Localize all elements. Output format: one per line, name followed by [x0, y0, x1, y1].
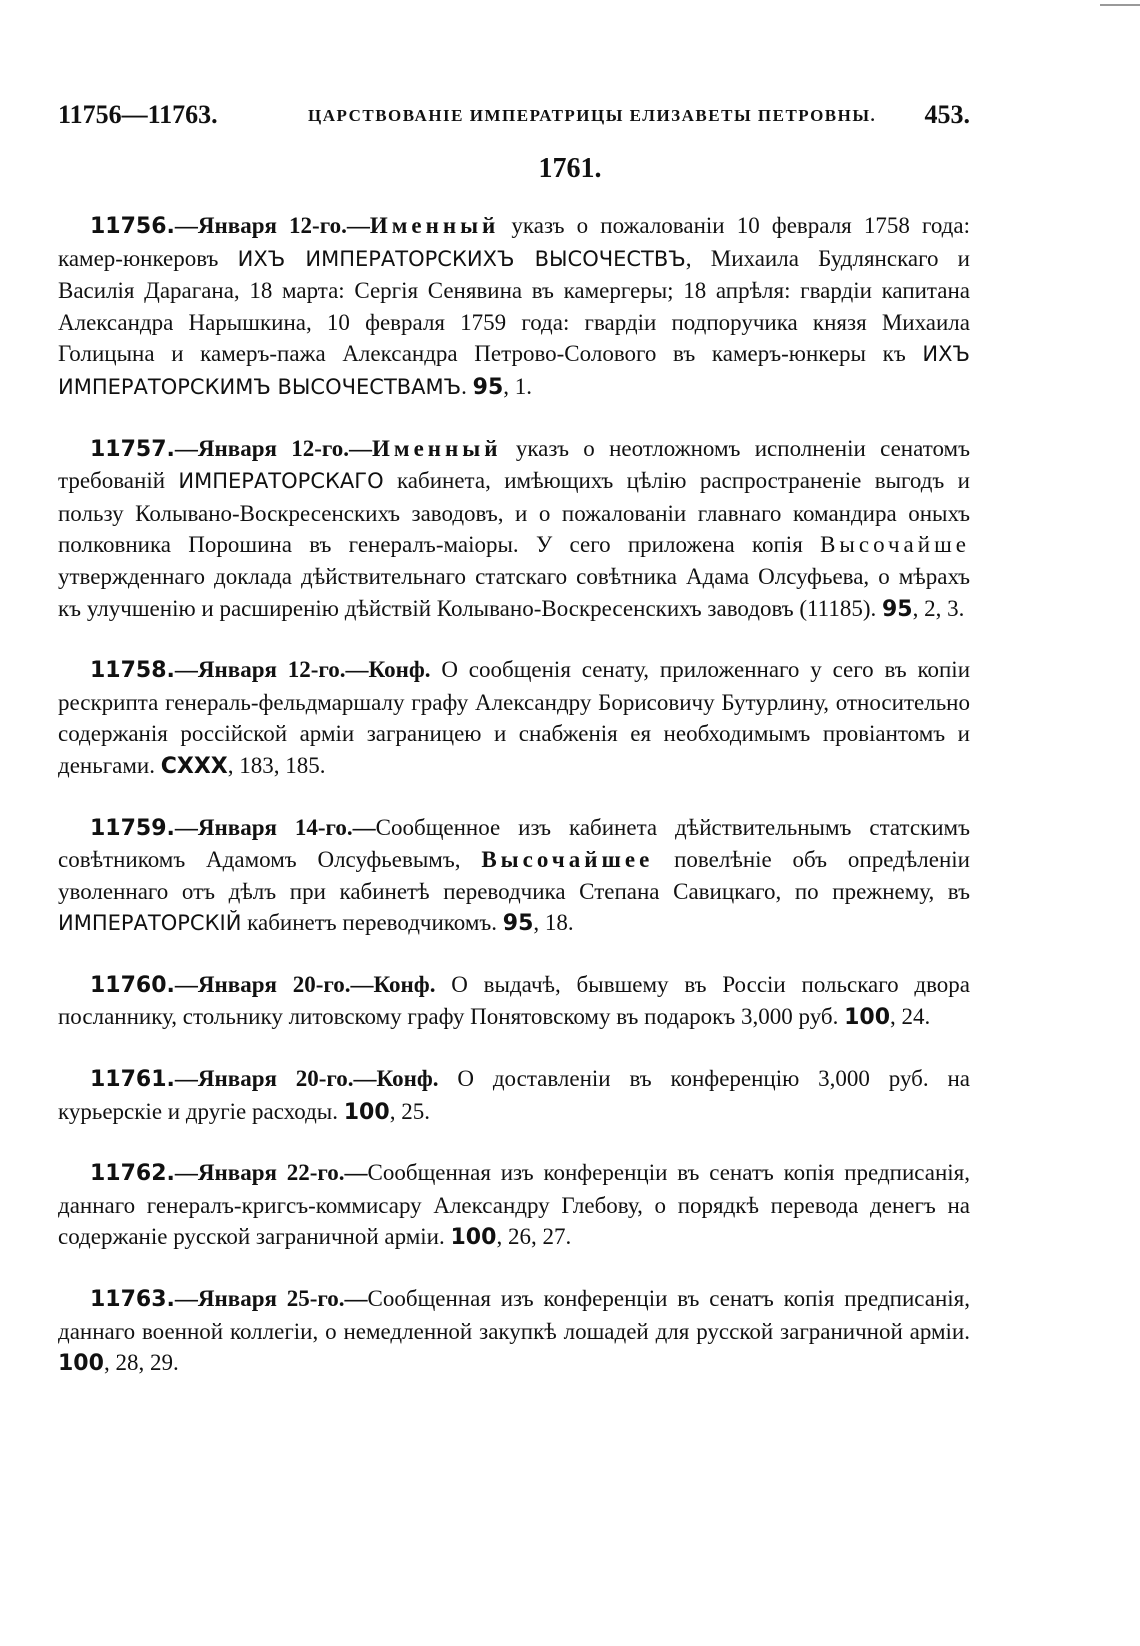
- entry-text: кабинетъ переводчикомъ.: [241, 910, 503, 936]
- entry-11756: [58, 210, 970, 404]
- page-ref: , 183, 185.: [227, 752, 326, 778]
- entry-text: .: [461, 373, 473, 399]
- page-ref: , 28, 29.: [103, 1350, 179, 1376]
- entry-caps: ИХЪ ИМПЕРАТОРСКИМЪ ВЫСОЧЕСТВАМЪ: [58, 342, 970, 399]
- entry-date: —Января 22-го.—: [174, 1160, 368, 1186]
- entry-11763: [58, 1283, 970, 1380]
- volume-ref: 100: [58, 1351, 104, 1377]
- entry-11759: [58, 812, 970, 940]
- entry-number: 11759.: [90, 815, 175, 841]
- page-ref: , 24.: [890, 1004, 931, 1030]
- entry-text: О выдачѣ, бывшему въ Россіи польскаго двора посланнику, стольнику литовскому графу Понятовскому въ подарокъ 3,000 руб.: [58, 971, 971, 1030]
- entry-date: —Января 20-го.—Конф.: [174, 1066, 439, 1092]
- page-ref: , 1.: [503, 373, 533, 399]
- entry-caps: ИМПЕРАТОРСКІЙ: [58, 911, 242, 936]
- page-ref: , 25.: [389, 1098, 430, 1124]
- entry-text: указъ о неотложномъ исполненіи сенатомъ требованій: [58, 435, 970, 494]
- entry-text: Сообщенная изъ конференціи въ сенатъ копія предписанія, даннаго военной коллегіи, о немедленной закупкѣ лошадей для русской заграничной арміи.: [58, 1286, 970, 1344]
- entry-caps: ИМПЕРАТОРСКАГО: [178, 469, 384, 494]
- entry-spaced: Высочайшее: [481, 847, 654, 873]
- entry-text: Сообщенное изъ кабинета дѣйствительнымъ статскимъ совѣтникомъ Адамомъ Олсуфьевымъ,: [58, 814, 970, 873]
- volume-ref: 100: [343, 1099, 390, 1125]
- entry-text: указъ о пожалованіи 10 февраля 1758 года: камер-юнкеровъ: [58, 213, 970, 271]
- year-heading: 1761.: [538, 153, 602, 184]
- entry-text: , Михаила Будлянскаго и Василія Дарагана, 18 марта: Сергія Сенявина въ камергеры; 18 апрѣля: гвардіи капитана Александра Нарышкина, 10 февраля 1759 года: гвардіи подпоручика князя Михаила Голицына и камеръ-пажа Александра Петрово-Солового въ камеръ-юнкеры къ: [58, 245, 970, 367]
- entry-date: —Января 12-го.—Конф.: [174, 657, 431, 683]
- page-ref: , 2, 3.: [912, 595, 965, 621]
- volume-ref: 95: [881, 596, 913, 622]
- volume-ref: 95: [472, 374, 504, 400]
- entry-number: 11758.: [90, 658, 175, 684]
- running-head: [58, 100, 970, 140]
- entries-list: [58, 210, 970, 1380]
- running-title: ЦАРСТВОВАНІЕ ИМПЕРАТРИЦЫ ЕЛИЗАВЕТЫ ПЕТРОВНЫ.: [308, 106, 877, 125]
- entry-11761: [58, 1063, 970, 1128]
- entry-number: 11760.: [90, 972, 175, 998]
- entry-date: —Января 20-го.—Конф.: [174, 971, 436, 997]
- volume-ref: 100: [844, 1005, 891, 1031]
- entry-range: 11756—11763.: [58, 100, 218, 129]
- entry-text: повелѣніе объ опредѣленіи уволеннаго отъ дѣлъ при кабинетѣ переводчика Степана Савицкаго, по прежнему, въ: [58, 847, 970, 904]
- entry-type: Именный: [369, 213, 500, 238]
- entry-caps: ИХЪ ИМПЕРАТОРСКИХЪ ВЫСОЧЕСТВЪ: [237, 246, 686, 271]
- entry-date: —Января 25-го.—: [174, 1286, 368, 1312]
- page-ref: , 26, 27.: [496, 1224, 572, 1250]
- entry-number: 11757.: [90, 436, 175, 462]
- entry-number: 11762.: [90, 1161, 175, 1187]
- entry-type: Именный: [372, 435, 502, 461]
- entry-11757: [58, 433, 970, 626]
- scan-edge-mark: [1100, 4, 1140, 6]
- entry-11758: [58, 654, 970, 782]
- entry-text: О сообщенія сенату, приложеннаго у сего въ копіи рескрипта генераль-фельдмаршалу графу Александру Борисовичу Бутурлину, относительно содержанія россійской арміи заграницею и снабженія ея необходимымъ провіантомъ и деньгами.: [58, 657, 970, 778]
- entry-number: 11761.: [90, 1067, 175, 1093]
- volume-ref: CXXX: [160, 753, 228, 779]
- entry-text: кабинета, имѣющихъ цѣлію распространеніе выгодъ и пользу Колывано-Воскресенскихъ заводовъ, и о пожалованіи главнаго командира оныхъ полковника Порошина въ генералъ-маіоры. У сего приложена копія: [58, 468, 970, 558]
- entry-11762: [58, 1157, 970, 1254]
- volume-ref: 100: [450, 1225, 497, 1251]
- entry-text: О доставленіи въ конференцію 3,000 руб. на курьерскіе и другіе расходы.: [58, 1066, 970, 1124]
- entry-text: Сообщенная изъ конференціи въ сенатъ копія предписанія, даннаго генералъ-кригсъ-коммисару Александру Глебову, о порядкѣ перевода денегъ на содержаніе русской заграничной арміи.: [58, 1160, 970, 1250]
- entry-date: —Января 14-го.—: [174, 814, 376, 840]
- entry-date: —Января 12-го.—: [174, 435, 373, 461]
- entry-11760: [58, 969, 970, 1034]
- entry-number: 11756.: [90, 214, 175, 239]
- page-number: 453.: [924, 100, 970, 129]
- entry-number: 11763.: [90, 1287, 175, 1313]
- entry-spaced: Высочайше: [820, 532, 970, 558]
- entry-text: утвержденнаго доклада дѣйствительнаго статскаго совѣтника Адама Олсуфьева, о мѣрахъ къ улучшенію и расширенію дѣйствій Колывано-Воскресенскихъ заводовъ (11185).: [58, 563, 970, 621]
- entry-date: —Января 12-го.—: [174, 213, 370, 238]
- volume-ref: 95: [502, 911, 534, 937]
- page-ref: , 18.: [533, 910, 574, 936]
